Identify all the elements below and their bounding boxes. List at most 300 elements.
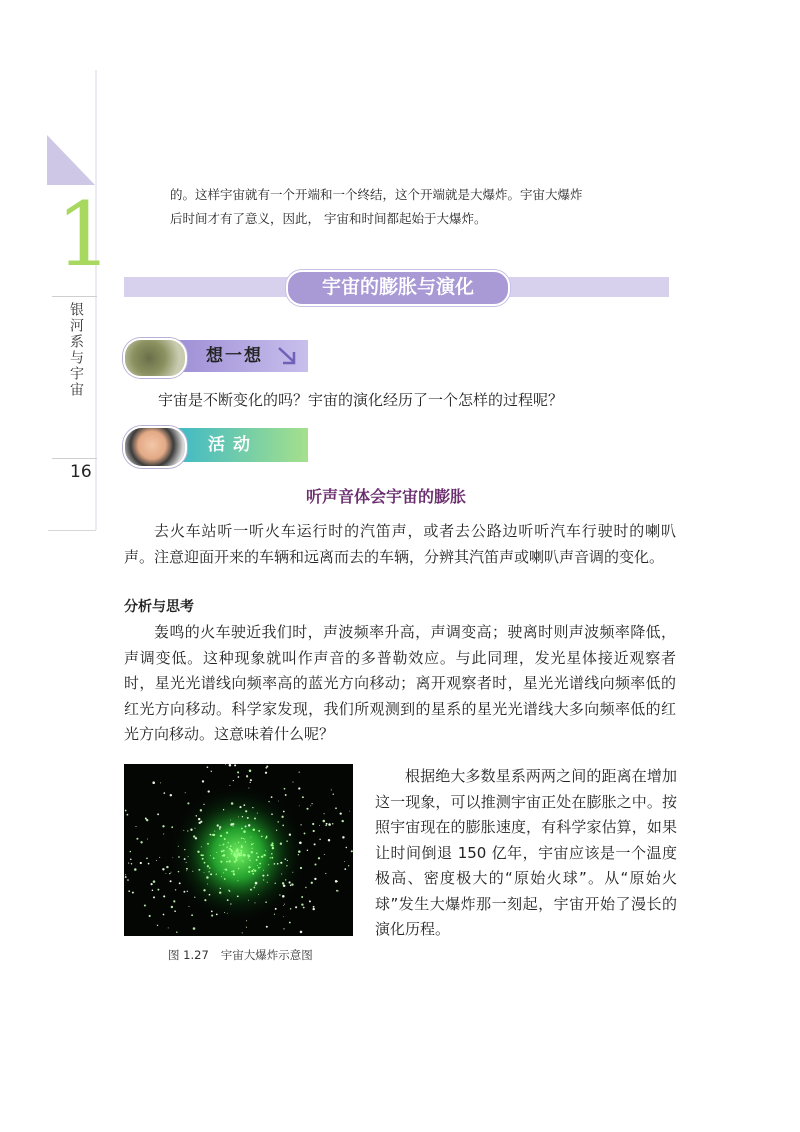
star-dot: [221, 850, 223, 852]
star-dot: [207, 843, 209, 845]
star-dot: [301, 903, 303, 905]
star-dot: [178, 856, 180, 858]
star-dot: [300, 867, 302, 869]
star-dot: [263, 854, 265, 856]
star-dot: [234, 852, 236, 854]
star-dot: [157, 813, 159, 815]
star-dot: [336, 890, 338, 892]
star-dot: [221, 876, 222, 877]
star-dot: [263, 879, 264, 880]
star-dot: [201, 846, 202, 847]
star-dot: [289, 834, 291, 836]
star-dot: [152, 890, 154, 892]
star-dot: [162, 825, 164, 827]
star-dot: [302, 796, 304, 798]
star-dot: [204, 872, 205, 873]
side-paragraph: 根据绝大多数星系两两之间的距离在增加这一现象，可以推测宇宙正处在膨胀之中。按照宇宙现在的膨胀速度，有科学家估算，如果让时间倒退 150 亿年，宇宙应该是一个温度极高、密度极大的“原始火球”。从“原始火球”发生大爆炸那一刻起，宇宙开始了漫长的演化历程。: [375, 767, 677, 938]
star-dot: [249, 860, 250, 861]
star-dot: [292, 872, 293, 873]
star-dot: [217, 824, 219, 826]
star-dot: [223, 809, 224, 810]
star-dot: [277, 863, 279, 865]
star-dot: [125, 876, 127, 878]
star-dot: [169, 873, 170, 874]
star-dot: [197, 851, 199, 853]
star-dot: [214, 831, 215, 832]
intro-line-1: 的。这样宇宙就有一个开端和一个终结，这个开端就是大爆炸。宇宙大爆炸: [170, 187, 583, 202]
star-dot: [227, 913, 228, 914]
star-dot: [261, 836, 262, 837]
star-dot: [286, 865, 287, 866]
page-corner-mark: [48, 510, 96, 531]
figure-number: 图 1.27: [168, 948, 209, 962]
star-dot: [263, 870, 264, 871]
star-dot: [216, 852, 217, 853]
star-dot: [225, 869, 227, 871]
star-dot: [216, 914, 218, 916]
star-dot: [163, 833, 164, 834]
star-dot: [324, 854, 325, 855]
star-dot: [257, 856, 259, 858]
star-dot: [241, 838, 243, 840]
star-dot: [348, 865, 349, 866]
star-dot: [157, 889, 159, 891]
figure-caption: [168, 947, 325, 963]
star-dot: [311, 803, 312, 804]
star-dot: [130, 851, 132, 853]
star-dot: [258, 894, 259, 895]
star-dot: [208, 871, 209, 872]
star-dot: [271, 813, 273, 815]
star-dot: [211, 915, 213, 917]
section-title: 宇宙的膨胀与演化: [321, 276, 474, 298]
star-dot: [144, 904, 146, 906]
star-dot: [328, 839, 330, 841]
star-dot: [202, 780, 204, 782]
star-dot: [268, 864, 269, 865]
star-dot: [271, 857, 273, 859]
star-dot: [306, 808, 308, 810]
star-dot: [299, 771, 300, 772]
star-dot: [127, 879, 129, 881]
star-dot: [166, 866, 168, 868]
star-dot: [250, 889, 252, 891]
star-dot: [260, 867, 261, 868]
star-dot: [219, 891, 221, 893]
star-dot: [251, 843, 253, 845]
activity-title: 听声音体会宇宙的膨胀: [306, 487, 467, 506]
star-dot: [198, 869, 200, 871]
star-dot: [183, 891, 185, 893]
analysis-paragraph: 轰鸣的火车驶近我们时，声波频率升高，声调变高；驶离时则声波频率降低，声调变低。这种现象就叫作声音的多普勒效应。与此同理，发光星体接近观察者时，星光光谱线向频率高的蓝光方向移动；离开观察者时，星光光谱线向频率低的红光方向移动。科学家发现，我们所观测到的星系的星光光谱线大多向频率低的红光方向移动。这意味着什么呢？: [124, 623, 676, 743]
activity-avatar-photo: [123, 426, 187, 468]
star-dot: [254, 902, 255, 903]
star-dot: [224, 878, 226, 880]
star-dot: [298, 850, 301, 853]
think-question: 宇宙是不断变化的吗？宇宙的演化经历了一个怎样的过程呢？: [158, 391, 564, 409]
star-dot: [241, 828, 243, 830]
star-dot: [245, 841, 246, 842]
star-dot: [241, 846, 243, 848]
star-dot: [175, 889, 176, 890]
star-dot: [254, 870, 256, 872]
star-dot: [163, 895, 165, 897]
star-dot: [203, 889, 205, 891]
star-dot: [283, 916, 284, 917]
star-dot: [277, 821, 279, 823]
star-dot: [266, 926, 268, 928]
star-dot: [194, 897, 195, 898]
star-dot: [252, 873, 254, 875]
star-dot: [224, 869, 225, 870]
star-dot: [245, 810, 247, 812]
star-dot: [275, 908, 277, 910]
star-dot: [318, 857, 320, 859]
star-dot: [265, 901, 267, 903]
star-dot: [305, 887, 306, 888]
star-dot: [257, 813, 258, 814]
star-dot: [282, 895, 285, 898]
star-dot: [300, 824, 301, 825]
star-dot: [219, 845, 220, 846]
star-dot: [153, 880, 156, 883]
star-dot: [226, 832, 228, 834]
star-dot: [127, 814, 129, 816]
star-dot: [216, 874, 217, 875]
star-dot: [280, 843, 282, 845]
analysis-heading: 分析与思考: [124, 599, 194, 615]
star-dot: [282, 825, 284, 827]
star-dot: [160, 782, 161, 783]
star-dot: [248, 866, 250, 868]
star-dot: [271, 853, 273, 855]
star-dot: [271, 796, 273, 798]
star-dot: [226, 846, 227, 847]
star-dot: [186, 870, 187, 871]
page-number-divider: [52, 458, 97, 459]
star-dot: [332, 823, 334, 825]
star-dot: [171, 906, 173, 908]
star-dot: [223, 850, 225, 852]
star-dot: [248, 858, 249, 859]
star-dot: [178, 846, 179, 847]
star-dot: [267, 874, 269, 876]
star-dot: [239, 806, 241, 808]
star-dot: [324, 813, 325, 814]
star-dot: [168, 927, 169, 928]
star-dot: [225, 764, 226, 765]
star-dot: [206, 876, 209, 879]
star-dot: [346, 847, 347, 848]
star-dot: [243, 855, 244, 856]
star-dot: [295, 906, 297, 908]
star-dot: [195, 837, 197, 839]
star-dot: [251, 870, 253, 872]
star-dot: [190, 829, 192, 831]
star-dot: [203, 804, 204, 805]
star-dot: [283, 811, 285, 813]
star-dot: [140, 862, 142, 864]
star-dot: [312, 823, 314, 825]
star-dot: [232, 870, 234, 872]
star-dot: [231, 802, 234, 805]
star-dot: [272, 847, 274, 849]
star-dot: [235, 844, 236, 845]
figure-caption-text: 宇宙大爆炸示意图: [220, 948, 313, 962]
star-dot: [220, 861, 222, 863]
star-dot: [231, 851, 233, 853]
star-dot: [245, 825, 247, 827]
star-dot: [251, 851, 253, 853]
star-dot: [314, 863, 316, 865]
star-dot: [174, 910, 176, 912]
star-dot: [204, 862, 206, 864]
star-dot: [290, 885, 292, 887]
star-dot: [238, 842, 239, 843]
star-dot: [278, 801, 279, 802]
star-dot: [188, 856, 189, 857]
star-dot: [211, 771, 212, 772]
star-dot: [310, 805, 311, 806]
star-dot: [130, 859, 132, 861]
star-dot: [313, 906, 315, 908]
star-dot: [276, 830, 277, 831]
chapter-divider: [52, 296, 97, 297]
star-dot: [243, 838, 244, 839]
star-dot: [299, 805, 300, 806]
star-dot: [284, 788, 286, 790]
star-dot: [224, 838, 226, 840]
chapter-tab-triangle: [47, 135, 95, 185]
star-dot: [298, 787, 300, 789]
activity-label: 活动: [208, 435, 258, 455]
star-dot: [349, 811, 350, 812]
star-dot: [344, 868, 346, 870]
star-dot: [201, 854, 203, 856]
star-dot: [253, 887, 255, 889]
star-dot: [230, 903, 231, 904]
star-dot: [230, 820, 231, 821]
star-dot: [162, 868, 164, 870]
star-dot: [145, 818, 147, 820]
star-dot: [283, 928, 284, 929]
star-dot: [254, 818, 256, 820]
star-dot: [186, 868, 187, 869]
star-dot: [125, 810, 127, 812]
star-dot: [243, 804, 245, 806]
star-dot: [236, 848, 238, 850]
star-dot: [159, 857, 160, 858]
star-dot: [238, 776, 240, 778]
star-dot: [223, 854, 225, 856]
star-dot: [319, 825, 320, 826]
star-dot: [301, 896, 303, 898]
star-dot: [256, 852, 258, 854]
star-dot: [227, 857, 228, 858]
star-dot: [244, 838, 245, 839]
star-dot: [229, 764, 232, 766]
star-dot: [326, 823, 328, 825]
star-dot: [128, 863, 129, 864]
star-dot: [230, 849, 232, 851]
star-dot: [213, 834, 215, 836]
star-dot: [193, 927, 196, 930]
star-dot: [165, 873, 166, 874]
star-dot: [237, 880, 238, 881]
star-dot: [258, 867, 260, 869]
page-number: 16: [70, 462, 92, 482]
star-dot: [246, 776, 248, 778]
star-dot: [265, 850, 266, 851]
star-dot: [134, 868, 137, 871]
star-dot: [243, 854, 245, 856]
star-dot: [270, 857, 271, 858]
star-dot: [187, 891, 188, 892]
star-dot: [183, 830, 184, 831]
star-dot: [209, 894, 211, 896]
star-dot: [242, 816, 243, 817]
star-dot: [187, 802, 189, 804]
star-dot: [210, 855, 211, 856]
star-dot: [170, 880, 172, 882]
star-dot: [152, 781, 155, 784]
star-dot: [201, 811, 202, 812]
star-dot: [196, 815, 197, 816]
star-dot: [292, 781, 293, 782]
star-dot: [274, 914, 275, 915]
star-dot: [233, 861, 234, 862]
star-dot: [285, 794, 287, 796]
star-dot: [237, 895, 239, 897]
star-dot: [314, 878, 316, 880]
star-dot: [265, 772, 267, 774]
star-dot: [266, 835, 268, 837]
star-dot: [256, 859, 258, 861]
star-dot: [248, 855, 251, 858]
star-dot: [243, 861, 244, 862]
star-dot: [246, 927, 247, 928]
intro-text: [170, 183, 670, 231]
star-dot: [131, 863, 132, 864]
star-dot: [283, 905, 284, 906]
star-dot: [210, 873, 212, 875]
star-dot: [238, 816, 239, 817]
star-dot: [243, 830, 246, 833]
star-dot: [191, 914, 193, 916]
star-dot: [211, 911, 213, 913]
star-dot: [286, 840, 288, 842]
star-dot: [287, 860, 288, 861]
star-dot: [184, 858, 186, 860]
star-dot: [172, 857, 173, 858]
star-dot: [233, 780, 234, 781]
star-dot: [237, 856, 238, 857]
star-dot: [164, 792, 166, 794]
star-dot: [240, 853, 242, 855]
star-dot: [228, 860, 230, 862]
star-dot: [156, 860, 157, 861]
star-dot: [282, 882, 284, 884]
star-dot: [313, 830, 315, 832]
star-dot: [204, 899, 206, 901]
star-dot: [335, 880, 338, 883]
star-dot: [171, 826, 173, 828]
star-dot: [333, 794, 334, 795]
star-dot: [219, 828, 221, 830]
star-dot: [207, 884, 208, 885]
star-dot: [147, 839, 148, 840]
star-dot: [241, 850, 242, 851]
star-dot: [247, 817, 249, 819]
star-dot: [266, 766, 268, 768]
star-dot: [171, 872, 172, 873]
star-dot: [325, 825, 327, 827]
star-dot: [140, 841, 142, 843]
star-dot: [250, 782, 251, 783]
star-dot: [176, 931, 178, 933]
star-dot: [237, 771, 239, 773]
star-dot: [250, 837, 251, 838]
star-dot: [213, 857, 215, 859]
star-dot: [153, 896, 155, 898]
star-dot: [209, 867, 211, 869]
big-bang-image: [124, 764, 353, 936]
star-dot: [338, 891, 339, 892]
star-dot: [283, 885, 286, 888]
star-dot: [298, 854, 299, 855]
star-dot: [255, 885, 256, 886]
activity-paragraph: 去火车站听一听火车运行时的汽笛声，或者去公路边听听汽车行驶时的喇叭声。注意迎面开来的车辆和远离而去的车辆，分辨其汽笛声或喇叭声音调的变化。: [124, 522, 676, 566]
star-dot: [340, 812, 342, 814]
star-dot: [311, 882, 313, 884]
star-dot: [223, 844, 224, 845]
star-dot: [192, 871, 193, 872]
star-dot: [267, 882, 268, 883]
star-dot: [281, 874, 282, 875]
star-dot: [227, 899, 229, 901]
star-dot: [241, 860, 242, 861]
star-dot: [262, 875, 264, 877]
star-dot: [229, 785, 230, 786]
star-dot: [289, 922, 291, 924]
star-dot: [185, 792, 186, 793]
star-dot: [226, 861, 228, 863]
star-dot: [342, 836, 344, 838]
star-dot: [257, 865, 258, 866]
star-dot: [132, 892, 134, 894]
star-dot: [146, 857, 148, 859]
star-dot: [178, 871, 180, 873]
star-dot: [281, 816, 283, 818]
star-dot: [279, 894, 280, 895]
star-dot: [268, 801, 269, 802]
star-dot: [203, 858, 204, 859]
star-dot: [285, 879, 286, 880]
star-dot: [289, 881, 291, 883]
star-dot: [270, 844, 272, 846]
star-dot: [157, 925, 158, 926]
star-dot: [151, 883, 153, 885]
star-dot: [231, 871, 232, 872]
star-dot: [207, 865, 209, 867]
star-dot: [149, 915, 151, 917]
star-dot: [290, 908, 291, 909]
star-dot: [198, 818, 200, 820]
star-dot: [258, 830, 260, 832]
star-dot: [248, 788, 249, 789]
star-dot: [187, 830, 188, 831]
star-cluster-illustration: [124, 764, 353, 936]
